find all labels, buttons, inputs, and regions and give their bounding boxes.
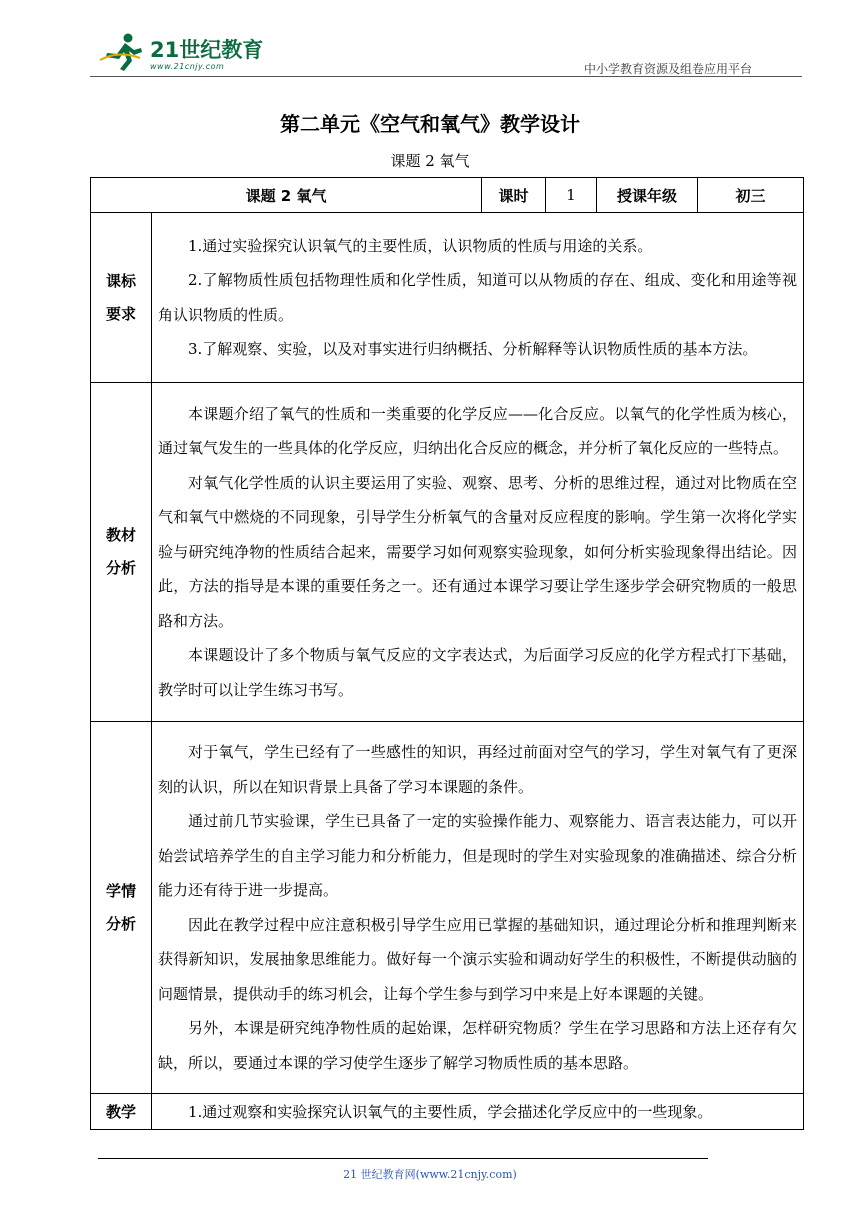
- document-title: 第二单元《空气和氧气》教学设计: [280, 112, 580, 136]
- page-header: [90, 28, 802, 78]
- paragraph: 1.通过观察和实验探究认识氧气的主要性质，学会描述化学反应中的一些现象。: [188, 1102, 713, 1121]
- row-label-students: 学情 分析: [91, 722, 152, 1094]
- teaching-content: [152, 1094, 804, 1130]
- row-label-curriculum: 课标 要求: [91, 213, 152, 383]
- paragraph: 对氧气化学性质的认识主要运用了实验、观察、思考、分析的思维过程，通过对比物质在空气和氧气中燃烧的不同现象，引导学生分析氧气的含量对反应程度的影响。学生第一次将化学实验与研究纯净物的性质结合起来，需要学习如何观察实验现象，如何分析实验现象得出结论。因此，方法的指导是本课的重要任务之一。还有通过本课学习要让学生逐步学会研究物质的一般思路和方法。: [158, 473, 798, 630]
- paragraph: 2.了解物质性质包括物理性质和化学性质，知道可以从物质的存在、组成、变化和用途等视角认识物质的性质。: [158, 271, 798, 324]
- table-row: [91, 213, 804, 383]
- hours-label: 课时: [482, 178, 546, 213]
- paragraph: 对于氧气，学生已经有了一些感性的知识，再经过前面对空气的学习，学生对氧气有了更深刻的认识，所以在知识背景上具备了学习本课题的条件。: [158, 743, 798, 796]
- table-header-row: [91, 178, 804, 213]
- paragraph: 因此在教学过程中应注意积极引导学生应用已掌握的基础知识，通过理论分析和推理判断来获得新知识，发展抽象思维能力。做好每一个演示实验和调动好学生的积极性，不断提供动脑的问题情景，提供动手的练习机会，让每个学生参与到学习中来是上好本课题的关键。: [158, 915, 798, 1003]
- table-row: [91, 1094, 804, 1130]
- table-row: [91, 722, 804, 1094]
- paragraph: 3.了解观察、实验，以及对事实进行归纳概括、分析解释等认识物质性质的基本方法。: [188, 340, 758, 358]
- table-row: [91, 383, 804, 722]
- curriculum-content: [152, 213, 804, 383]
- row-label-textbook: 教材 分析: [91, 383, 152, 722]
- page-footer: 21 世纪教育网(www.21cnjy.com): [343, 1168, 517, 1181]
- textbook-content: [152, 383, 804, 722]
- logo-brand-text: 21世纪教育: [150, 38, 264, 62]
- paragraph: 通过前几节实验课，学生已具备了一定的实验操作能力、观察能力、语言表达能力，可以开始尝试培养学生的自主学习能力和分析能力，但是现时的学生对实验现象的准确描述、综合分析能力还有待于进一步提高。: [158, 812, 798, 899]
- grade-label: 授课年级: [597, 178, 698, 213]
- platform-name: 中小学教育资源及组卷应用平台: [583, 62, 752, 76]
- row-label-teaching: 教学: [91, 1094, 152, 1130]
- hours-value: 1: [546, 178, 597, 213]
- paragraph: 另外，本课是研究纯净物性质的起始课，怎样研究物质？学生在学习思路和方法上还存有欠缺，所以，要通过本课的学习使学生逐步了解学习物质性质的基本思路。: [158, 1019, 798, 1072]
- students-content: [152, 722, 804, 1094]
- paragraph: 本课题介绍了氧气的性质和一类重要的化学反应——化合反应。以氧气的化学性质为核心，通过氧气发生的一些具体的化学反应，归纳出化合反应的概念，并分析了氧化反应的一些特点。: [158, 404, 798, 458]
- logo: [98, 28, 268, 76]
- grade-value: 初三: [698, 178, 804, 213]
- header-divider: [90, 76, 802, 77]
- running-person-logo-icon: [98, 32, 148, 72]
- paragraph: 1.通过实验探究认识氧气的主要性质，认识物质的性质与用途的关系。: [188, 236, 653, 255]
- footer-divider: [98, 1158, 708, 1159]
- document-subtitle: 课题 2 氧气: [390, 152, 470, 170]
- topic-cell: 课题 2 氧气: [91, 178, 482, 213]
- paragraph: 本课题设计了多个物质与氧气反应的文字表达式，为后面学习反应的化学方程式打下基础，教学时可以让学生练习书写。: [158, 646, 798, 699]
- logo-url-text: www.21cnjy.com: [150, 62, 225, 71]
- lesson-plan-table: [90, 177, 804, 1130]
